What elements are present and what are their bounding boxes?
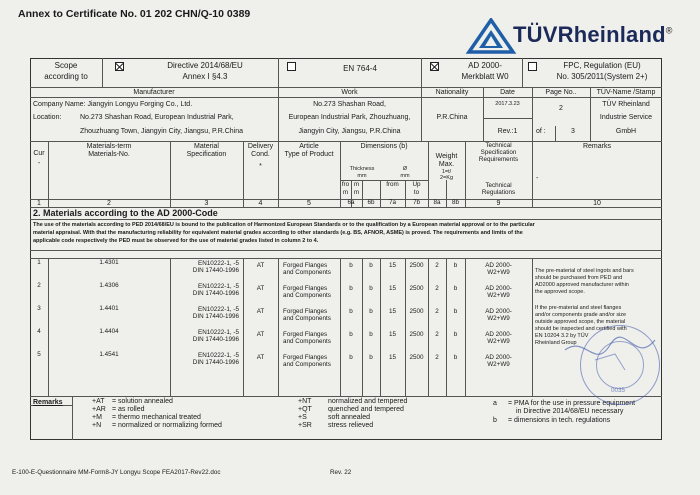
row-cell-del: AT — [256, 285, 265, 292]
row-cell-w1: 2 — [435, 354, 439, 361]
row-cell-del: AT — [256, 262, 265, 269]
row-cell-b1: b — [349, 262, 353, 269]
row-cell-b2: b — [369, 354, 373, 361]
checkbox-directive-checked[interactable] — [115, 62, 124, 71]
scope-option-ad2000-merkblatt: Merkblatt W0 — [461, 72, 509, 81]
legend-value: = solution annealed — [112, 398, 173, 405]
row-cell-spec1: EN10222-1, -5 — [198, 260, 239, 267]
legend-value: = thermo mechanical treated — [112, 414, 201, 421]
scope-option-directive: Directive 2014/68/EU — [167, 61, 243, 70]
legend-key: +SR — [298, 422, 312, 429]
row-cell-tr1: AD 2000- — [485, 285, 512, 292]
legend-value: quenched and tempered — [328, 406, 404, 413]
legend-value: = normalized or normalizing formed — [112, 422, 222, 429]
row-cell-tr2: W2+W9 — [487, 361, 510, 368]
row-cell-art1: Forged Flanges — [283, 262, 328, 269]
col-num-10: 10 — [593, 200, 601, 207]
legend-title: Remarks — [33, 399, 63, 406]
legend-key: +AR — [92, 406, 106, 413]
col-technical: Technical — [485, 142, 512, 149]
row-cell-from: 15 — [388, 285, 396, 292]
remark-line: The pre-material of steel ingots and bars — [535, 268, 634, 274]
col-num-8b: 8b — [451, 199, 459, 206]
row-cell-spec1: EN10222-1, -5 — [198, 283, 239, 290]
checkbox-ad2000-checked[interactable] — [430, 62, 439, 71]
col-cur-sub: - — [37, 160, 41, 167]
location-label: Location: — [33, 114, 62, 121]
page-header: Page No.. — [545, 89, 577, 96]
row-cell-b1: b — [349, 354, 353, 361]
row-cell-from: 15 — [388, 262, 396, 269]
col-m1: m — [353, 181, 360, 188]
row-cell-cur: 2 — [37, 282, 41, 289]
legend-key: +NT — [298, 398, 312, 405]
legend-value: in Directive 2014/68/EU necessary — [516, 408, 624, 415]
work-address-line3: Jiangyin City, Jiangsu, P.R.China — [298, 128, 401, 135]
row-cell-spec2: DIN 17440-1996 — [192, 359, 239, 366]
row-cell-mat: 1.4541 — [99, 351, 119, 358]
row-cell-b1: b — [349, 331, 353, 338]
section-paragraph-line2: material appraisal. With that the manufacturing reliability for equivalent material grades according to other standards (e.g. BS, AFNOR, ASME) is proved. The requirements and limits of the — [33, 230, 523, 236]
legend-key: b — [493, 417, 497, 424]
col-m2: m — [353, 189, 360, 196]
page-total: 3 — [571, 128, 575, 135]
col-delivery-star: * — [259, 163, 262, 170]
legend-value: = as rolled — [112, 406, 145, 413]
revision-value: Rev.:1 — [497, 128, 518, 135]
legend-key: +S — [298, 414, 307, 421]
col-dimensions: Dimensions (b) — [360, 143, 408, 150]
row-cell-w1: 2 — [435, 308, 439, 315]
col-num-1: 1 — [37, 200, 41, 207]
remark-line: If the pre-material and steel flanges — [535, 305, 622, 311]
row-cell-w1: 2 — [435, 285, 439, 292]
legend-value: soft annealed — [328, 414, 371, 421]
tuv-stamp-header: TÜV-Name /Stamp — [596, 89, 656, 96]
col-from: from — [386, 181, 399, 188]
row-cell-w1: 2 — [435, 262, 439, 269]
col-num-6b: 6b — [367, 199, 375, 206]
col-up: Up — [412, 181, 421, 188]
remark-line: should be purchased from PED and — [535, 275, 623, 281]
row-cell-cur: 1 — [37, 259, 41, 266]
checkbox-en764[interactable] — [287, 62, 296, 71]
remark-line: EN 10204 3.2 by TÜV — [535, 333, 589, 339]
col-tech-regulations: Regulations — [481, 189, 516, 196]
row-cell-tr1: AD 2000- — [485, 262, 512, 269]
remark-line: should be inspected and certified with — [535, 326, 627, 332]
row-cell-from: 15 — [388, 308, 396, 315]
col-diameter-unit: mm — [400, 173, 410, 179]
tuv-name-line1: TÜV Rheinland — [602, 101, 650, 108]
legend-key: +N — [92, 422, 102, 429]
row-cell-spec1: EN10222-1, -5 — [198, 352, 239, 359]
col-remarks-sub: - — [536, 175, 539, 182]
row-cell-b2: b — [369, 285, 373, 292]
col-num-9: 9 — [496, 200, 501, 207]
scope-option-en764: EN 764-4 — [343, 64, 377, 73]
col-specification: Specification — [186, 151, 227, 158]
row-cell-del: AT — [256, 331, 265, 338]
row-cell-art1: Forged Flanges — [283, 308, 328, 315]
col-delivery-cond: Cond. — [251, 151, 270, 158]
col-diameter: Ø — [402, 166, 408, 172]
col-num-2: 2 — [107, 200, 111, 207]
row-cell-to: 2500 — [409, 285, 424, 292]
col-type-of-product: Type of Product — [284, 151, 334, 158]
col-article: Article — [299, 143, 319, 150]
row-cell-b2: b — [369, 331, 373, 338]
row-cell-spec1: EN10222-1, -5 — [198, 329, 239, 336]
col-to: to — [413, 189, 420, 196]
col-num-5: 5 — [307, 200, 311, 207]
row-cell-spec2: DIN 17440-1996 — [192, 336, 239, 343]
col-num-6a: 6a — [347, 199, 355, 206]
row-cell-mat: 1.4301 — [99, 259, 119, 266]
row-cell-to: 2500 — [409, 331, 424, 338]
manufacturer-header: Manufacturer — [133, 89, 175, 96]
nationality-header: Nationality — [435, 89, 469, 96]
col-num-3: 3 — [204, 200, 209, 207]
row-cell-del: AT — [256, 354, 265, 361]
row-cell-art2: and Components — [283, 361, 331, 368]
row-cell-to: 2500 — [409, 354, 424, 361]
tuv-logo-text: TÜVRheinland® — [513, 22, 673, 47]
col-weight-t: 1=t/ — [441, 169, 452, 175]
work-address-line2: European Industrial Park, Zhouzhuang, — [288, 114, 411, 121]
row-cell-mat: 1.4404 — [99, 328, 119, 335]
tuv-name-line2: Industrie Service — [599, 114, 653, 121]
nationality-value: P.R.China — [436, 114, 468, 121]
tuv-name-line3: GmbH — [615, 128, 637, 135]
col-materials-no: Materials-No. — [88, 151, 130, 158]
row-cell-w2: b — [453, 308, 458, 315]
row-cell-b2: b — [369, 262, 373, 269]
col-materials-term: Materials-term — [86, 143, 132, 150]
row-cell-w2: b — [453, 354, 458, 361]
remark-line: and/or components grade and/or size — [535, 312, 627, 318]
legend-value: normalized and tempered — [328, 398, 408, 405]
row-cell-from: 15 — [388, 331, 396, 338]
legend-value: = PMA for the use in pressure equipment — [508, 400, 636, 407]
row-cell-tr1: AD 2000- — [485, 331, 512, 338]
scope-option-fpc: FPC, Regulation (EU) — [563, 61, 641, 70]
row-cell-w1: 2 — [435, 331, 439, 338]
row-cell-art2: and Components — [283, 269, 331, 276]
col-cur: Cur — [33, 150, 45, 157]
col-remarks: Remarks — [582, 143, 611, 150]
section-paragraph-line3: applicable code respectively the PED must be observed for the use of material grades listed in column 2 to 4. — [33, 238, 319, 244]
row-cell-art1: Forged Flanges — [283, 354, 328, 361]
row-cell-w2: b — [453, 262, 458, 269]
row-cell-cur: 5 — [37, 351, 41, 358]
row-cell-tr2: W2+W9 — [487, 315, 510, 322]
legend-key: a — [493, 400, 497, 407]
legend-key: +AT — [92, 398, 105, 405]
col-num-7b: 7b — [412, 199, 420, 206]
row-cell-cur: 4 — [37, 328, 41, 335]
date-value: 2017.3.23 — [495, 101, 520, 107]
remark-line: AD2000 approved manufacturer within — [535, 282, 629, 288]
row-cell-del: AT — [256, 308, 265, 315]
scope-option-fpc-regulation: No. 305/2011(System 2+) — [556, 72, 648, 81]
page-of-label: of : — [536, 128, 546, 135]
col-weight-kg: 2=Kg — [440, 175, 453, 181]
row-cell-b1: b — [349, 308, 353, 315]
row-cell-to: 2500 — [409, 308, 424, 315]
row-cell-spec2: DIN 17440-1996 — [192, 290, 239, 297]
date-header: Date — [500, 89, 515, 96]
location-line2: Zhouzhuang Town, Jiangyin City, Jiangsu, P.R.China — [80, 128, 244, 135]
legend-key: +QT — [298, 406, 312, 413]
col-fro: fro — [341, 181, 350, 188]
footer-document-name: E-100-E-Questionnaire MM-Form8-JY Longyu Scope FEA2017-Rev22.doc — [12, 469, 221, 476]
col-tech-requirements: Requirements — [478, 156, 519, 163]
row-cell-w2: b — [453, 285, 458, 292]
col-thickness: Thickness — [349, 166, 375, 172]
row-cell-spec2: DIN 17440-1996 — [192, 267, 239, 274]
stamp-number: 0035 — [611, 387, 626, 394]
row-cell-from: 15 — [388, 354, 396, 361]
col-tech-technical: Technical — [485, 182, 512, 189]
row-cell-spec1: EN10222-1, -5 — [198, 306, 239, 313]
col-weight-max: Max. — [438, 161, 455, 168]
work-header: Work — [341, 89, 358, 96]
row-cell-art1: Forged Flanges — [283, 331, 328, 338]
row-cell-cur: 3 — [37, 305, 41, 312]
scope-option-ad2000: AD 2000- — [468, 61, 502, 70]
row-cell-art1: Forged Flanges — [283, 285, 328, 292]
col-tech-specification: Specification — [480, 149, 517, 156]
col-delivery: Delivery — [247, 143, 274, 150]
row-cell-mat: 1.4401 — [99, 305, 119, 312]
legend-value: stress relieved — [328, 422, 374, 429]
remark-line: Rheinland Group — [535, 340, 577, 346]
location-line1: No.273 Shashan Road, European Industrial Park, — [80, 114, 234, 121]
page-number: 2 — [559, 105, 563, 112]
row-cell-b1: b — [349, 285, 353, 292]
row-cell-tr1: AD 2000- — [485, 308, 512, 315]
legend-key: +M — [92, 414, 102, 421]
row-cell-mat: 1.4306 — [99, 282, 119, 289]
row-cell-tr2: W2+W9 — [487, 338, 510, 345]
col-num-7a: 7a — [388, 199, 396, 206]
legend-value: = dimensions in tech. regulations — [508, 417, 611, 424]
row-cell-art2: and Components — [283, 315, 331, 322]
col-weight: Weight — [435, 153, 458, 160]
row-cell-tr2: W2+W9 — [487, 292, 510, 299]
col-material: Material — [194, 143, 219, 150]
footer-revision: Rev. 22 — [330, 469, 352, 476]
row-cell-art2: and Components — [283, 292, 331, 299]
work-address-line1: No.273 Shashan Road, — [313, 101, 386, 108]
remark-line: the approved scope. — [535, 289, 585, 295]
remark-line: outside approved scope, the material — [535, 319, 626, 325]
section-title: 2. Materials according to the AD 2000-Code — [33, 208, 218, 218]
certificate-annex-title: Annex to Certificate No. 01 202 CHN/Q-10 0389 — [18, 8, 251, 20]
row-cell-to: 2500 — [409, 262, 424, 269]
scope-sublabel: according to — [44, 72, 88, 81]
row-cell-tr2: W2+W9 — [487, 269, 510, 276]
checkbox-fpc[interactable] — [528, 62, 537, 71]
row-cell-art2: and Components — [283, 338, 331, 345]
row-cell-spec2: DIN 17440-1996 — [192, 313, 239, 320]
row-cell-tr1: AD 2000- — [485, 354, 512, 361]
col-thickness-unit: mm — [357, 173, 367, 179]
col-fro-m: m — [342, 189, 349, 196]
row-cell-b2: b — [369, 308, 373, 315]
row-cell-w2: b — [453, 331, 458, 338]
company-name: Company Name: Jiangyin Longyu Forging Co., Ltd. — [33, 101, 193, 108]
scope-label: Scope — [54, 61, 78, 70]
col-num-8a: 8a — [433, 199, 441, 206]
scope-option-directive-annex: Annex I §4.3 — [182, 72, 228, 81]
section-paragraph-line1: The use of the materials according to PED 2014/68/EU is bound to the publication of Harmonized European Standards or to the qualification by a European material approval or to the particular — [33, 222, 535, 228]
signature-icon — [555, 330, 665, 410]
col-num-4: 4 — [258, 200, 263, 207]
